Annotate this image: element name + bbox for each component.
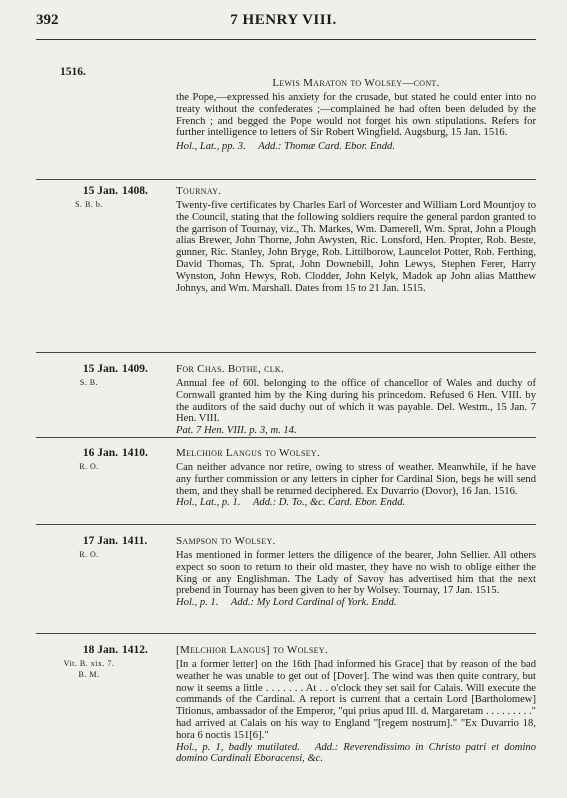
entry-date: 17 Jan. — [82, 535, 118, 547]
entry-source: Vit. B. xix. 7. B. M. — [63, 659, 115, 679]
footnote-address: Add.: Reverendissimo in Christo patri et domino domino Cardinali Eboracensi, &c. — [176, 741, 536, 765]
running-title: 7 HENRY VIII. — [230, 12, 337, 28]
footnote-hand: Hol., p. 1, badly mutilated. — [176, 741, 300, 753]
entry-title: Tournay. — [176, 185, 222, 197]
entry-footnote — [176, 497, 536, 509]
entry-date: 16 Jan. — [82, 447, 118, 459]
header-rule — [36, 39, 536, 40]
entry-source: R. O. — [79, 462, 99, 471]
entry-number: 1408. — [122, 185, 148, 197]
entry-divider — [36, 437, 536, 438]
entry-text: the Pope,—expressed his anxiety for the crusade, but stated he could enter into no treaty without the confederates ;—complained he had often been deluded by the French ; and begged the Pope would not forget his own stipulations. Refers for further intelligence to letters of Sir Robert Wingfield. Augsburg, 15 Jan. 1516. — [176, 92, 536, 139]
entry-date: 15 Jan. — [82, 363, 118, 375]
footnote-address: Add.: Thomæ Card. Ebor. Endd. — [258, 141, 395, 153]
entry-title: Melchior Langus to Wolsey. — [176, 447, 321, 459]
entry-text: Has mentioned in former letters the diligence of the bearer, John Sellier. All others expect so soon to return to their old master, they have no wish to oblige either the King or any Englishman. The Lady of Savoy has advertised him that the next prebend in Tournay has been given to her by Wolsey. Tournay, 17 Jan. 1515. — [176, 550, 536, 597]
entry-title: Sampson to Wolsey. — [176, 535, 276, 547]
entry-number: 1409. — [122, 363, 148, 375]
entry-date: 18 Jan. — [82, 644, 118, 656]
page-number: 392 — [36, 12, 59, 28]
entry-number: 1410. — [122, 447, 148, 459]
entry-source: R. O. — [79, 550, 99, 559]
entry-divider — [36, 524, 536, 525]
footnote-address: Add.: D. To., &c. Card. Ebor. Endd. — [252, 497, 406, 509]
entry-divider — [36, 633, 536, 634]
entry-divider — [36, 352, 536, 353]
entry-title: For Chas. Bothe, clk. — [176, 363, 285, 375]
page-header — [0, 12, 567, 36]
entry-number: 1411. — [122, 535, 148, 547]
entry-text: Twenty-five certificates by Charles Earl of Worcester and William Lord Mountjoy to the Council, stating that the following soldiers require the general pardon granted to the garrison of Tournay, viz., Th. Markes, Wm. Damerell, Wm. Sprat, John a Plough alias Brewer, John Thorne, John Awysten, Ric. Lonsford, Hen. Propter, Rob. Beste, gunner, Ric. Stanley, John Bryge, Rob. Littilborow, Launcelot Potter, Rob. Ferthing, David Thomas, Th. Sprat, John Downebill, John Lewys, Stephen Ferer, Harry Wynston, John Hewys, Rob. Clodder, John Kelyk, Madok ap John alias Matthew Johnys, and Wm. Marshall. Dates from 15 to 21 Jan. 1515. — [176, 200, 536, 294]
entry-text: [In a former letter] on the 16th [had informed his Grace] that by reason of the bad weather he was unable to get out of [Dover]. The wind was then quite contrary, but now it seems a little . . . . . . . At . . o'clock they set sail for Calais. Will execute the commands of the Cardinal. A report is current that a certain Lord [Bartholomew] Titionus, ambassador of the Emperor, "qui prius apud Ill. d. Margaretam . . . . . . . . ." had arrived at Calais on his way to England "[regem nostrum]." "Ex Duvarrio 18, hora 6 noctis 151[6]." — [176, 659, 536, 741]
entry-footnote: Pat. 7 Hen. VIII. p. 3, m. 14. — [176, 425, 297, 437]
entry-text: Can neither advance nor retire, owing to stress of weather. Meanwhile, if he have any further commission or any letters in cipher for Cardinal Sion, begs he will send them, and they shall be returned deciphered. Ex Duvarrio (Dovor), 16 Jan. 1516. — [176, 462, 536, 497]
entry-date: 15 Jan. — [82, 185, 118, 197]
entry-divider — [36, 179, 536, 180]
entry-source: S. B. — [79, 378, 99, 387]
entry-number: 1412. — [122, 644, 148, 656]
entry-footnote — [176, 597, 536, 609]
entry-title: Lewis Maraton to Wolsey—cont. — [272, 77, 440, 89]
entry-year: 1516. — [60, 66, 86, 78]
entry-source: S. B. b. — [75, 200, 103, 209]
entry-title: [Melchior Langus] to Wolsey. — [176, 644, 328, 656]
footnote-hand: Hol., Lat., p. 1. — [176, 497, 241, 509]
footnote-address: Add.: My Lord Cardinal of York. Endd. — [230, 597, 397, 609]
entry-footnote — [176, 141, 536, 153]
entry-footnote — [176, 742, 536, 766]
footnote-hand: Hol., p. 1. — [176, 597, 219, 609]
footnote-hand: Hol., Lat., pp. 3. — [176, 141, 246, 153]
entry-text: Annual fee of 60l. belonging to the office of chancellor of Wales and duchy of Cornwall granted him by the King during his princedom. Refused 6 Hen. VIII. by the auditors of the said duchy out of which it was payable. Del. Westm., 15 Jan. 7 Hen. VIII. — [176, 378, 536, 425]
